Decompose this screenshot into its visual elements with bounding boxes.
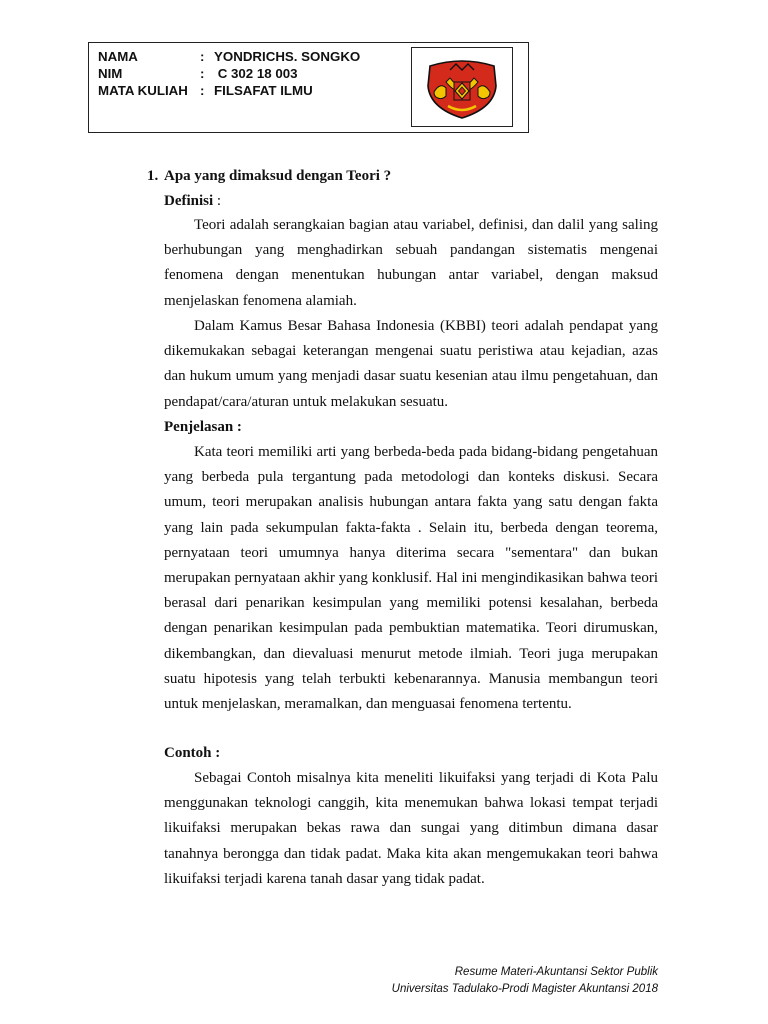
footer-line-1: Resume Materi-Akuntansi Sektor Publik: [454, 966, 658, 978]
identity-separator: :: [200, 83, 205, 98]
question-number: 1.: [147, 168, 159, 184]
definisi-paragraph-1: Teori adalah serangkaian bagian atau variabel, definisi, dan dalil yang saling berhubungan yang menghadirkan sebuah pandangan sistematis mengenai fenomena dengan menentukan hubungan antar variabel, dengan maksud menjelaskan fenomena alamiah.: [164, 217, 658, 309]
identity-row-nim: [98, 65, 360, 82]
identity-table: [98, 48, 360, 99]
question-text: Apa yang dimaksud dengan Teori ?: [164, 168, 392, 184]
definisi-heading-text: Definisi: [164, 193, 214, 209]
university-crest-icon: [416, 52, 508, 122]
footer-line-2: Universitas Tadulako-Prodi Magister Akuntansi 2018: [391, 983, 658, 995]
definisi-colon: :: [213, 193, 222, 209]
logo-frame: [411, 47, 513, 127]
identity-row-mata-kuliah: [98, 82, 360, 99]
identity-value: C 302 18 003: [214, 66, 298, 81]
penjelasan-heading: Penjelasan :: [164, 419, 242, 435]
penjelasan-paragraph: Kata teori memiliki arti yang berbeda-beda pada bidang-bidang pengetahuan yang berbeda pula tergantung pada metodologi dan konteks diskusi. Secara umum, teori merupakan analisis hubungan antara fakta yang satu dengan fakta yang lain pada sekumpulan fakta-fakta . Selain itu, berbeda dengan teorema, pernyataan teori umumnya hanya diterima secara "sementara" dan bukan merupakan pernyataan akhir yang konklusif. Hal ini mengindikasikan bahwa teori berasal dari penarikan kesimpulan yang memiliki potensi kesalahan, berbeda dengan penarikan kesimpulan pada pembuktian matematika. Teori dirumuskan, dikembangkan, dan dievaluasi menurut metode ilmiah. Teori juga merupakan suatu hipotesis yang telah terbukti kebenarannya. Manusia membangun teori untuk menjelaskan, meramalkan, dan menguasai fenomena tertentu.: [164, 444, 658, 713]
identity-key: MATA KULIAH: [98, 83, 188, 98]
contoh-paragraph: Sebagai Contoh misalnya kita meneliti likuifaksi yang terjadi di Kota Palu menggunakan teknologi canggih, kita menemukan bahwa lokasi tempat terjadi likuifaksi merupakan bekas rawa dan sungai yang ditimbun dimana dasar tanahnya berongga dan tidak padat. Maka kita akan mengemukakan teori bahwa likuifaksi terjadi karena tanah dasar yang tidak padat.: [164, 770, 658, 887]
question-title: [147, 164, 391, 188]
definisi-paragraph-2: Dalam Kamus Besar Bahasa Indonesia (KBBI) teori adalah pendapat yang dikemukakan sebagai keterangan mengenai suatu peristiwa atau kejadian, azas dan hukum umum yang menjadi dasar suatu kesenian atau ilmu pengetahuan, dan pendapat/cara/aturan untuk melakukan sesuatu.: [164, 318, 658, 410]
contoh-heading: Contoh :: [164, 745, 221, 761]
identity-value: YONDRICHS. SONGKO: [214, 49, 361, 64]
identity-separator: :: [200, 66, 205, 81]
page-footer: [392, 964, 658, 998]
identity-key: NIM: [98, 66, 123, 81]
identity-header-box: [88, 42, 529, 133]
identity-separator: :: [200, 49, 205, 64]
definisi-heading: [164, 189, 221, 213]
identity-row-nama: [98, 48, 360, 65]
identity-value: FILSAFAT ILMU: [214, 83, 313, 98]
identity-key: NAMA: [98, 49, 138, 64]
